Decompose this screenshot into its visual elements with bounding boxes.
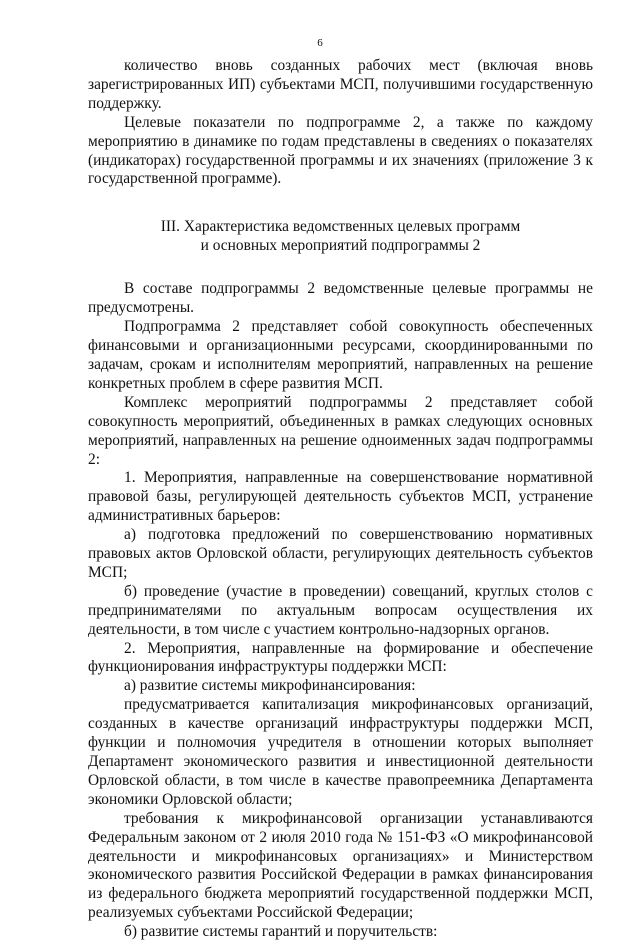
page-number: 6 — [317, 37, 323, 49]
paragraph: предусматривается капитализация микрофинансовых организаций, созданных в качестве организаций инфраструктуры поддержки МСП, функции и полномочия учредителя в отношении которых выполняет Департамент экономического развития и инвестиционной деятельности Орловской области, в том числе в качестве правопреемника Департамента экономики Орловской области; — [88, 696, 593, 808]
paragraph: требования к микрофинансовой организации устанавливаются Федеральным законом от 2 июля 2010 года № 151-ФЗ «О микрофинансовой деятельности и микрофинансовых организациях» и Министерством экономического развития Российской Федерации в рамках финансирования из федерального бюджета мероприятий государственной поддержки МСП, реализуемых субъектами Российской Федерации; — [88, 809, 593, 922]
paragraph: количество вновь созданных рабочих мест (включая вновь зарегистрированных ИП) субъектами МСП, получившими государственную поддержку. — [88, 57, 593, 112]
paragraph: Подпрограмма 2 представляет собой совокупность обеспеченных финансовыми и организационными ресурсами, скоординированными по задачам, срокам и исполнителям мероприятий, направленных на решение конкретных проблем в сфере развития МСП. — [88, 318, 593, 392]
document-body — [88, 57, 593, 942]
section-heading — [88, 217, 593, 255]
paragraph: б) проведение (участие в проведении) совещаний, круглых столов с предпринимателями по актуальным вопросам осуществления их деятельности, в том числе с участием контрольно-надзорных органов. — [88, 582, 593, 638]
paragraph: а) развитие системы микрофинансирования: — [124, 677, 416, 695]
paragraph: Целевые показатели по подпрограмме 2, а также по каждому мероприятию в динамике по годам представлены в сведениях о показателях (индикаторах) государственной программы и их значениях (приложение 3 к государственной программе). — [88, 113, 593, 188]
paragraph: В составе подпрограммы 2 ведомственные целевые программы не предусмотрены. — [88, 280, 593, 317]
paragraph: 1. Мероприятия, направленные на совершенствование нормативной правовой базы, регулирующей деятельность субъектов МСП, устранение административных барьеров: — [88, 469, 593, 525]
paragraph: а) подготовка предложений по совершенствованию нормативных правовых актов Орловской области, регулирующих деятельность субъектов МСП; — [88, 526, 593, 581]
paragraph: 2. Мероприятия, направленные на формирование и обеспечение функционирования инфраструктуры поддержки МСП: — [88, 639, 593, 676]
section-heading-line: III. Характеристика ведомственных целевых программ — [160, 218, 521, 236]
paragraph: б) развитие системы гарантий и поручительств: — [124, 923, 438, 941]
paragraph: Комплекс мероприятий подпрограммы 2 представляет собой совокупность мероприятий, объединенных в рамках следующих основных мероприятий, направленных на решение одноименных задач подпрограммы 2: — [88, 393, 593, 468]
section-heading-line: и основных мероприятий подпрограммы 2 — [200, 237, 481, 255]
